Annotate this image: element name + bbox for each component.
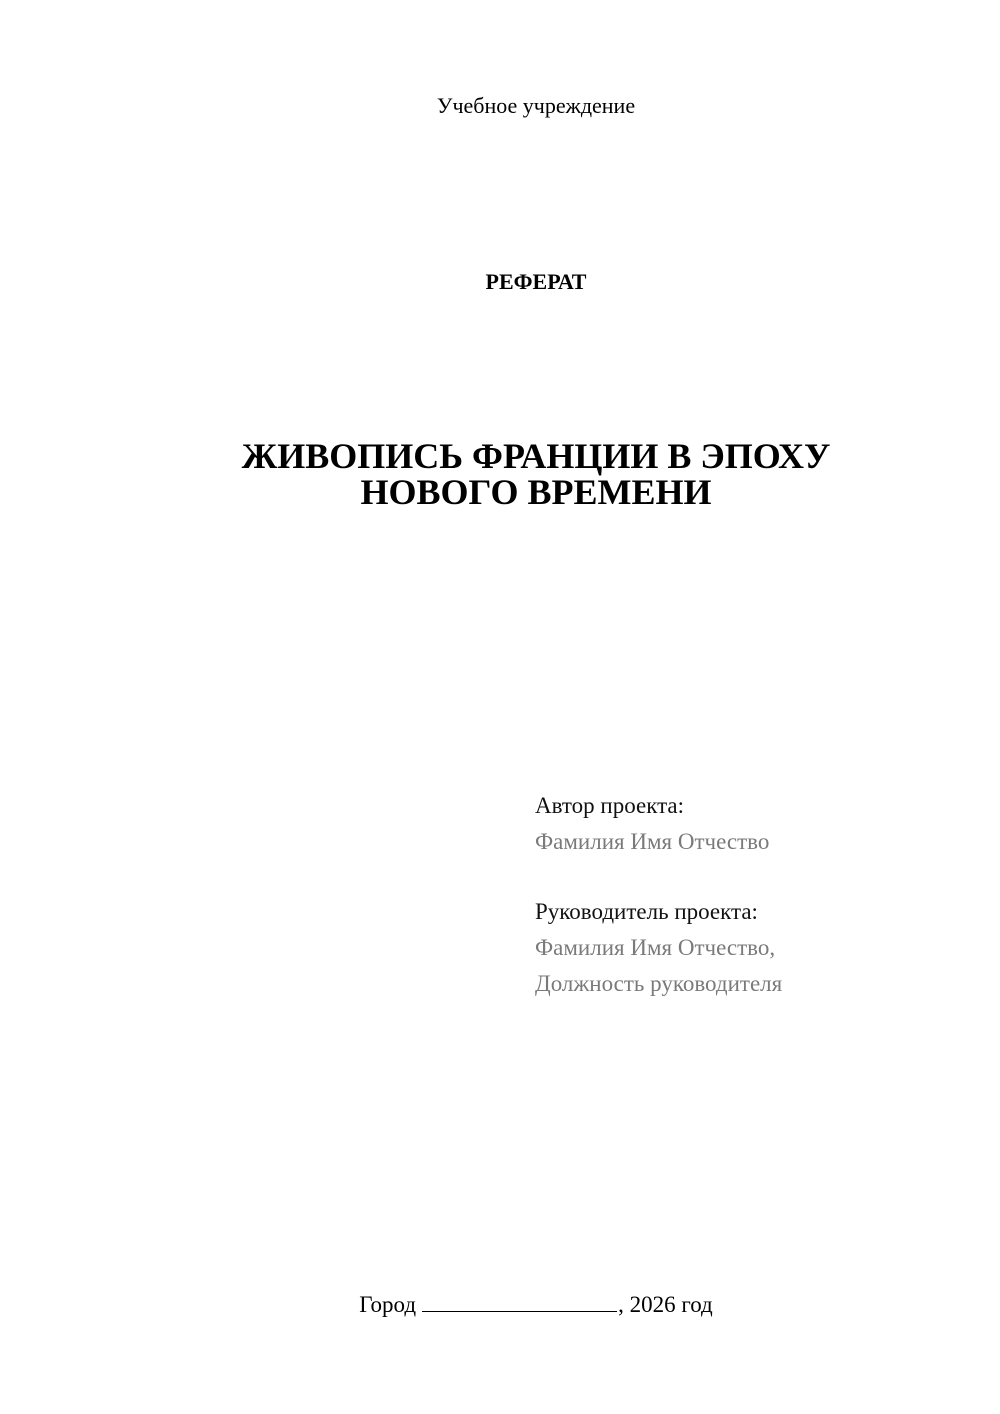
credits-spacer xyxy=(535,860,782,894)
supervisor-position: Должность руководителя xyxy=(535,971,783,996)
footer-city-year xyxy=(0,1290,1000,1320)
institution-name: Учебное учреждение xyxy=(436,93,636,118)
author-name: Фамилия Имя Отчество xyxy=(535,829,770,854)
supervisor-name: Фамилия Имя Отчество, xyxy=(535,935,776,960)
credits-block xyxy=(535,788,782,1002)
year-text: , 2026 год xyxy=(618,1292,713,1317)
city-blank-line xyxy=(422,1291,617,1312)
document-title-line-1: ЖИВОПИСЬ ФРАНЦИИ В ЭПОХУ xyxy=(241,436,831,476)
author-label: Автор проекта: xyxy=(535,793,684,818)
city-label: Город xyxy=(359,1292,417,1317)
document-title-line-2: НОВОГО ВРЕМЕНИ xyxy=(360,472,712,512)
document-title xyxy=(0,438,1000,510)
supervisor-label: Руководитель проекта: xyxy=(535,899,758,924)
document-type-heading: РЕФЕРАТ xyxy=(485,269,587,294)
